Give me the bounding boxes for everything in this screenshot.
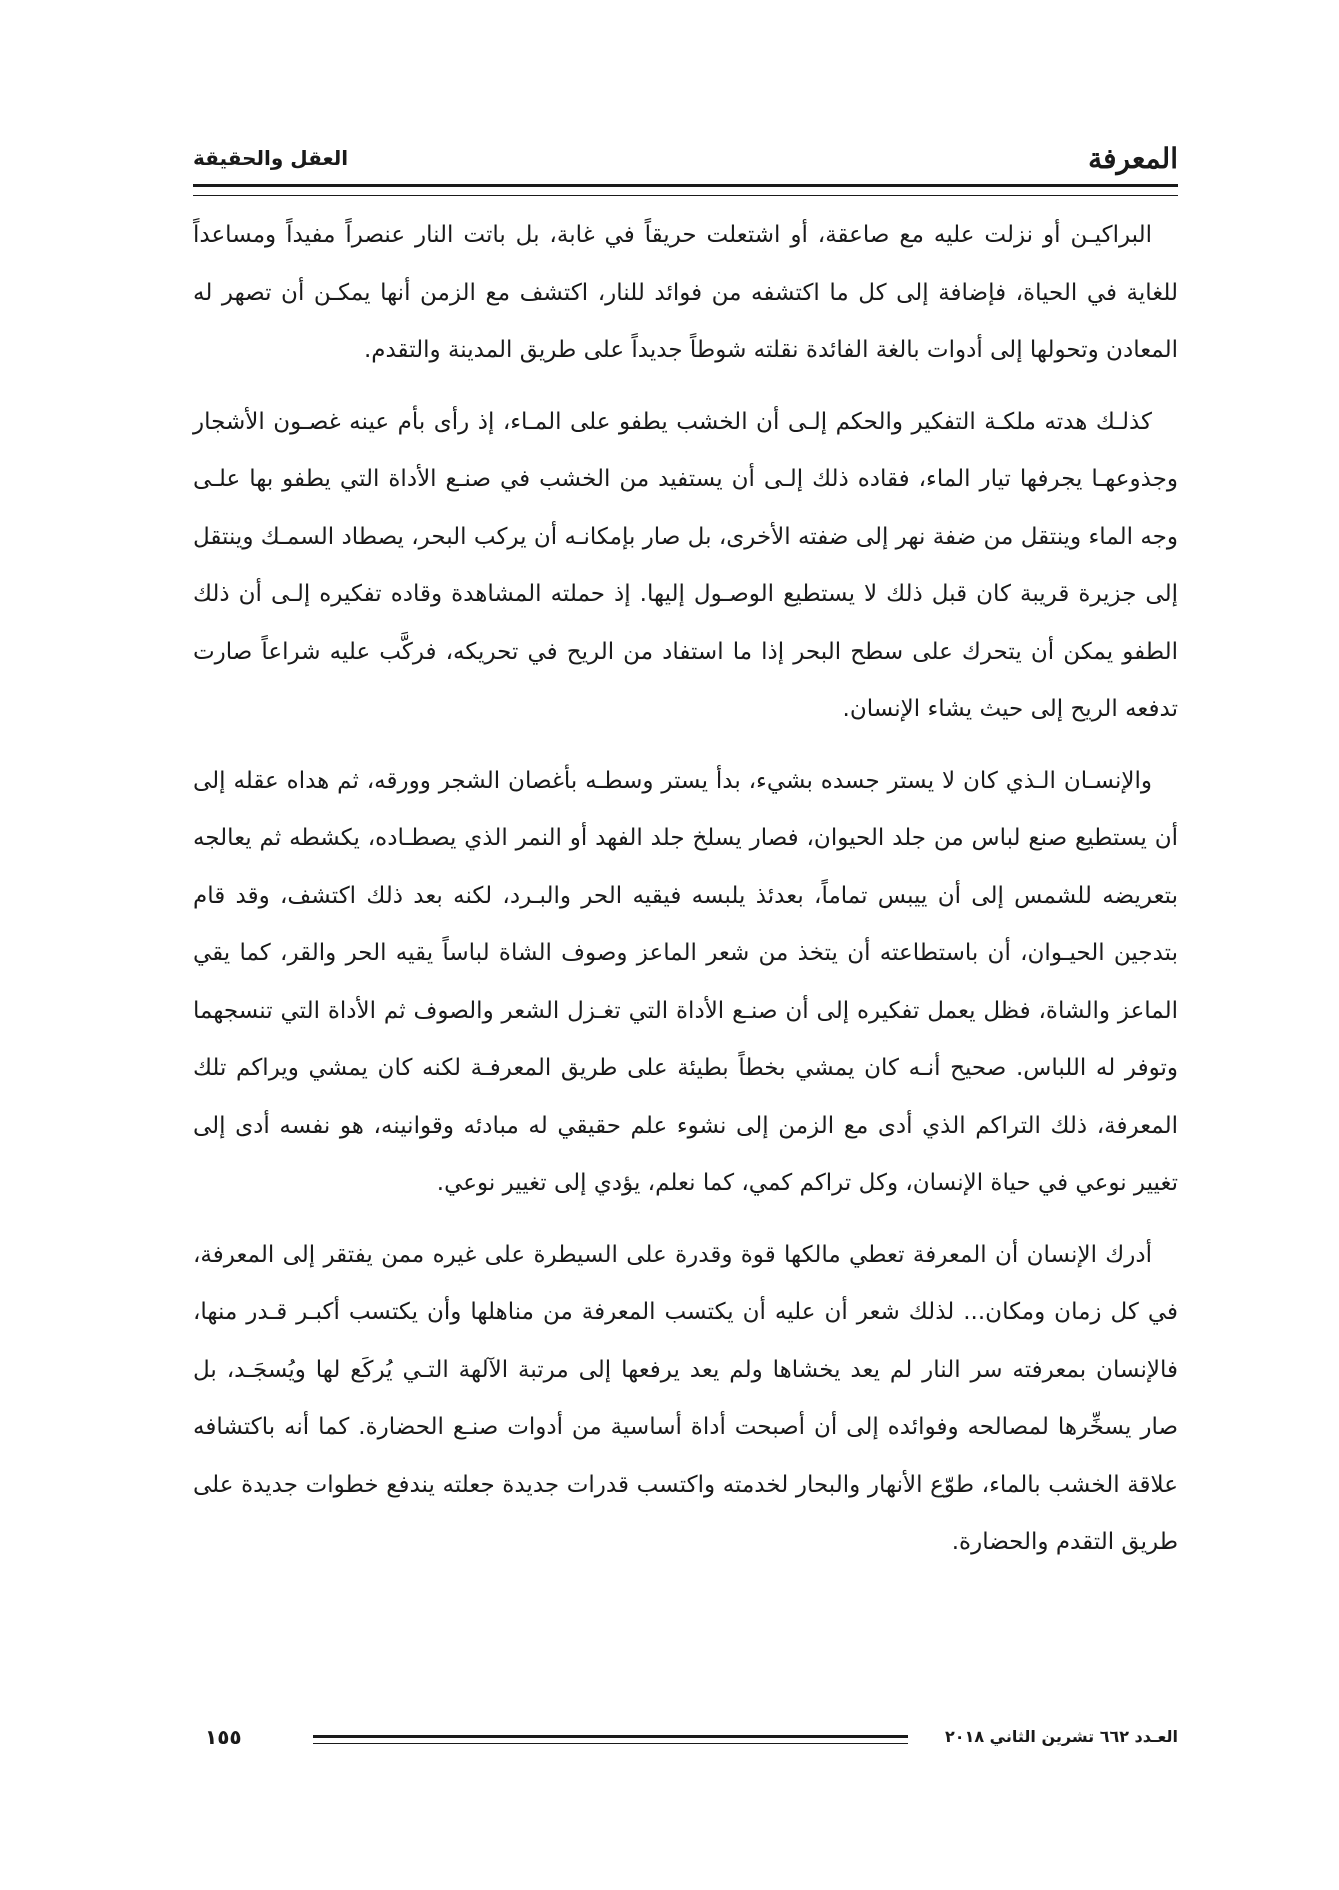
running-title: العقل والحقيقة	[193, 146, 349, 170]
header-divider	[193, 184, 1178, 196]
article-body	[193, 207, 1178, 1586]
paragraph: والإنسـان الـذي كان لا يستر جسده بشيء، بدأ يستر وسطـه بأغصان الشجر وورقه، ثم هداه عقله إلى أن يستطيع صنع لباس من جلد الحيوان، فصار يسلخ جلد الفهد أو النمر الذي يصطـاده، يكشطه ثم يعالجه بتعريضه للشمس إلى أن ييبس تماماً، بعدئذ يلبسه فيقيه الحر والبـرد، لكنه بعد ذلك اكتشف، وقد قام بتدجين الحيـوان، أن باستطاعته أن يتخذ من شعر الماعز وصوف الشاة لباساً يقيه الحر والقر، كما يقي الماعز والشاة، فظل يعمل تفكيره إلى أن صنـع الأداة التي تغـزل الشعر والصوف ثم الأداة التي تنسجهما وتوفر له اللباس. صحيح أنـه كان يمشي بخطاً بطيئة على طريق المعرفـة لكنه كان يمشي ويراكم تلك المعرفة، ذلك التراكم الذي أدى مع الزمن إلى نشوء علم حقيقي له مبادئه وقوانينه، هو نفسه أدى إلى تغيير نوعي في حياة الإنسان، وكل تراكم كمي، كما نعلم، يؤدي إلى تغيير نوعي.	[193, 767, 1178, 1196]
paragraph: كذلـك هدته ملكـة التفكير والحكم إلـى أن الخشب يطفو على المـاء، إذ رأى بأم عينه غصـون الأشجار وجذوعهـا يجرفها تيار الماء، فقاده ذلك إلـى أن يستفيد من الخشب في صنـع الأداة التي يطفو بها علـى وجه الماء وينتقل من ضفة نهر إلى ضفته الأخرى، بل صار بإمكانـه أن يركب البحر، يصطاد السمـك وينتقل إلى جزيرة قريبة كان قبل ذلك لا يستطيع الوصـول إليها. إذ حملته المشاهدة وقاده تفكيره إلـى أن ذلك الطفو يمكن أن يتحرك على سطح البحر إذا ما استفاد من الريح في تحريكه، فركَّب عليه شراعاً صارت تدفعه الريح إلى حيث يشاء الإنسان.	[193, 408, 1178, 722]
footer-divider	[313, 1735, 908, 1744]
magazine-logo: المعرفة	[1088, 142, 1178, 175]
issue-info: العـدد ٦٦٢ تشرين الثاني ٢٠١٨	[945, 1727, 1178, 1746]
paragraph: البراكيـن أو نزلت عليه مع صاعقة، أو اشتعلت حريقاً في غابة، بل باتت النار عنصراً مفيداً ومساعداً للغاية في الحياة، فإضافة إلى كل ما اكتشفه من فوائد للنار، اكتشف مع الزمن أنها يمكـن أن تصهر له المعادن وتحولها إلى أدوات بالغة الفائدة نقلته شوطاً جديداً على طريق المدينة والتقدم.	[193, 222, 1178, 363]
paragraph: أدرك الإنسان أن المعرفة تعطي مالكها قوة وقدرة على السيطرة على غيره ممن يفتقر إلى المعرفة، في كل زمان ومكان... لذلك شعر أن عليه أن يكتسب المعرفة من مناهلها وأن يكتسب أكبـر قـدر منها، فالإنسان بمعرفته سر النار لم يعد يخشاها ولم يعد يرفعها إلى مرتبة الآلهة التـي يُركَع لها ويُسجَـد، بل صار يسخِّرها لمصالحه وفوائده إلى أن أصبحت أداة أساسية من أدوات صنـع الحضارة. كما أنه باكتشافه علاقة الخشب بالماء، طوّع الأنهار والبحار لخدمته واكتسب قدرات جديدة جعلته يندفع خطوات جديدة على طريق التقدم والحضارة.	[193, 1241, 1178, 1555]
page-footer	[193, 1725, 1178, 1755]
page-header	[193, 138, 1178, 186]
page-number: ١٥٥	[205, 1725, 242, 1749]
